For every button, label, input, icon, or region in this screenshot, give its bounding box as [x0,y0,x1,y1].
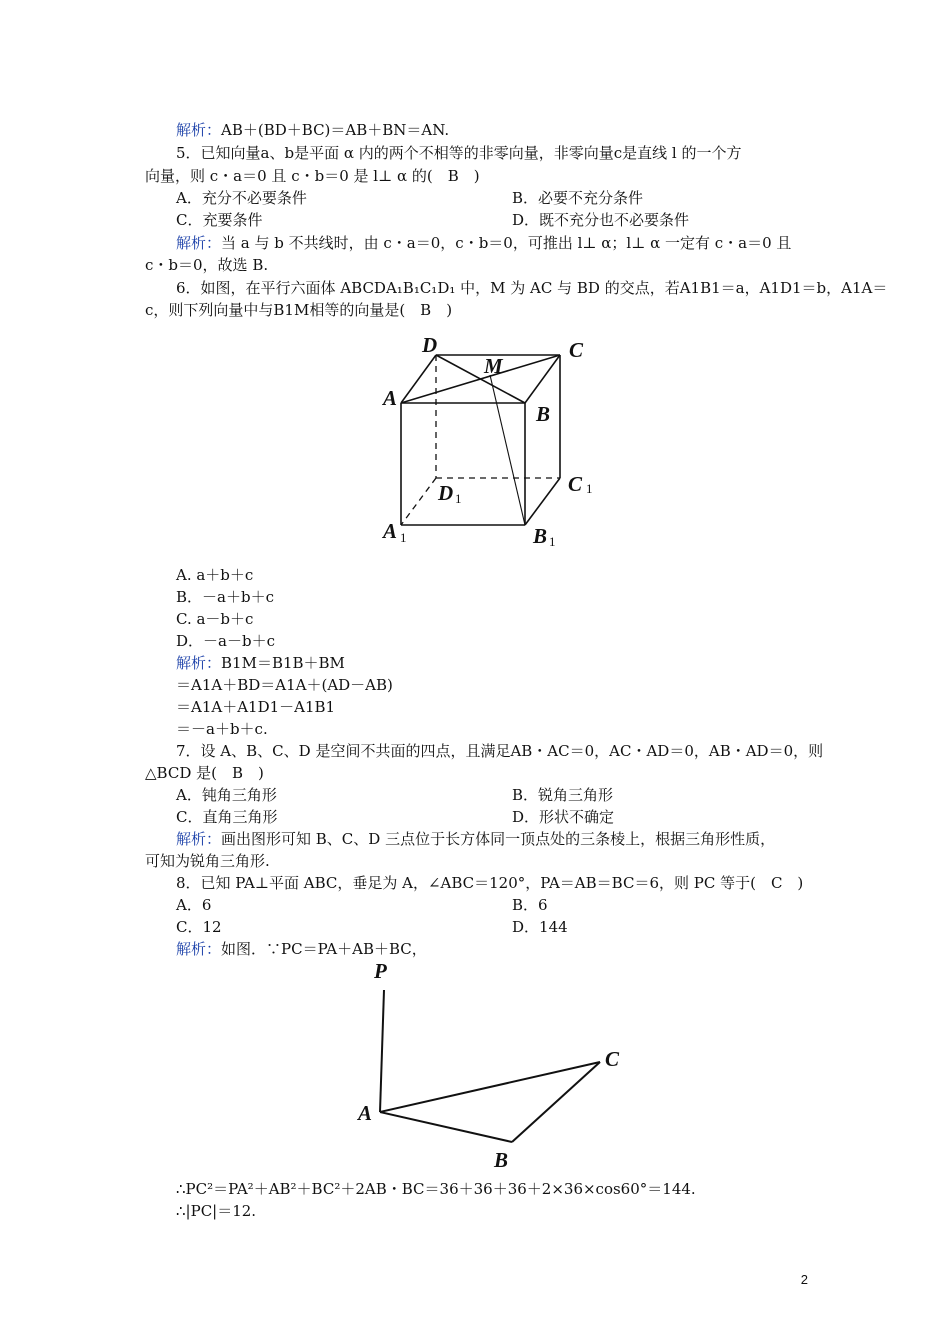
q8-option-a: A．6 [176,896,212,914]
solution-label: 解析： [176,830,222,848]
vertex-d1-label: D [438,481,454,505]
q8-solution-2: ∴PC²＝PA²＋AB²＋BC²＋2AB・BC＝36＋36＋36＋2×36×cos60°＝144. [176,1180,696,1198]
q5-stem-2: 向量，则 c・a＝0 且 c・b＝0 是 l⊥ α 的( B ) [145,167,480,185]
q8-solution-3: ∴|PC|＝12. [176,1202,257,1220]
solution-label: 解析： [176,654,222,672]
solution-text: 如图．∵PC＝PA＋AB＋BC， [221,940,427,958]
q7-option-b: B．锐角三角形 [512,786,614,804]
solution-text: 当 a 与 b 不共线时，由 c・a＝0，c・b＝0，可推出 l⊥ α；l⊥ α 一定有 c・a＝0 且 [221,234,792,252]
page-number: 2 [800,1272,808,1287]
point-b-label: B [494,1148,509,1172]
solution-text: AB＋(BD＋BC)＝AB＋BN＝AN. [221,121,450,139]
q5-option-b: B．必要不充分条件 [512,189,644,207]
q6-stem-1: 6．如图，在平行六面体 ABCDA₁B₁C₁D₁ 中，M 为 AC 与 BD 的交点，若A1B1＝a，A1D1＝b，A1A＝ [176,279,888,297]
vertex-c1-subscript: 1 [586,481,593,496]
q6-solution-4: ＝－a＋b＋c. [176,720,268,738]
q6-option-a: A. a＋b＋c [176,566,254,584]
q7-option-d: D．形状不确定 [512,808,615,826]
q8-option-c: C．12 [176,918,222,936]
q7-stem-1: 7．设 A、B、C、D 是空间不共面的四点，且满足AB・AC＝0，AC・AD＝0，AB・AD＝0，则 [176,742,824,760]
solution-label: 解析： [176,121,222,139]
q7-option-a: A．钝角三角形 [176,786,277,804]
vertex-b1-label: B [533,524,548,548]
q5-stem-1: 5．已知向量a、b是平面 α 内的两个不相等的非零向量，非零向量c是直线 l 的一个方 [176,144,742,162]
vertex-c-label: C [569,338,584,362]
q7-stem-2: △BCD 是( B ) [145,764,264,782]
q6-option-d: D．－a－b＋c [176,632,275,650]
q6-option-c: C. a－b＋c [176,610,254,628]
q8-stem: 8．已知 PA⊥平面 ABC，垂足为 A，∠ABC＝120°，PA＝AB＝BC＝6，则 PC 等于( C ) [176,874,804,892]
vertex-a-label: A [383,386,398,410]
vertex-b-label: B [536,402,551,426]
vertex-b1-subscript: 1 [549,534,556,549]
vertex-d1-subscript: 1 [455,491,462,506]
solution-text: B1M＝B1B＋BM [221,654,345,672]
q5-option-a: A．充分不必要条件 [176,189,307,207]
q6-option-b: B．－a＋b＋c [176,588,274,606]
q5-solution-2: c・b＝0，故选 B. [145,256,269,274]
q6-solution-2: ＝A1A＋BD＝A1A＋(AD－AB) [176,676,393,694]
vertex-a1-label: A [383,519,398,543]
solution-text: 画出图形可知 B、C、D 三点位于长方体同一顶点处的三条棱上，根据三角形性质， [221,830,776,848]
point-a-label: A [358,1101,373,1125]
vertex-c1-label: C [568,472,583,496]
vertex-a1-subscript: 1 [400,530,407,545]
q7-solution-2: 可知为锐角三角形. [145,852,270,870]
q7-option-c: C．直角三角形 [176,808,278,826]
point-m-label: M [484,354,503,378]
q8-option-b: B．6 [512,896,548,914]
point-p-label: P [374,959,387,983]
q8-option-d: D．144 [512,918,568,936]
q6-stem-2: c，则下列向量中与B1M相等的向量是( B ) [145,301,453,319]
solution-label: 解析： [176,940,222,958]
point-c-label: C [605,1047,620,1071]
solution-label: 解析： [176,234,222,252]
q5-option-c: C．充要条件 [176,211,263,229]
q6-solution-3: ＝A1A＋A1D1－A1B1 [176,698,336,716]
vertex-d-label: D [422,333,438,357]
q5-option-d: D．既不充分也不必要条件 [512,211,690,229]
